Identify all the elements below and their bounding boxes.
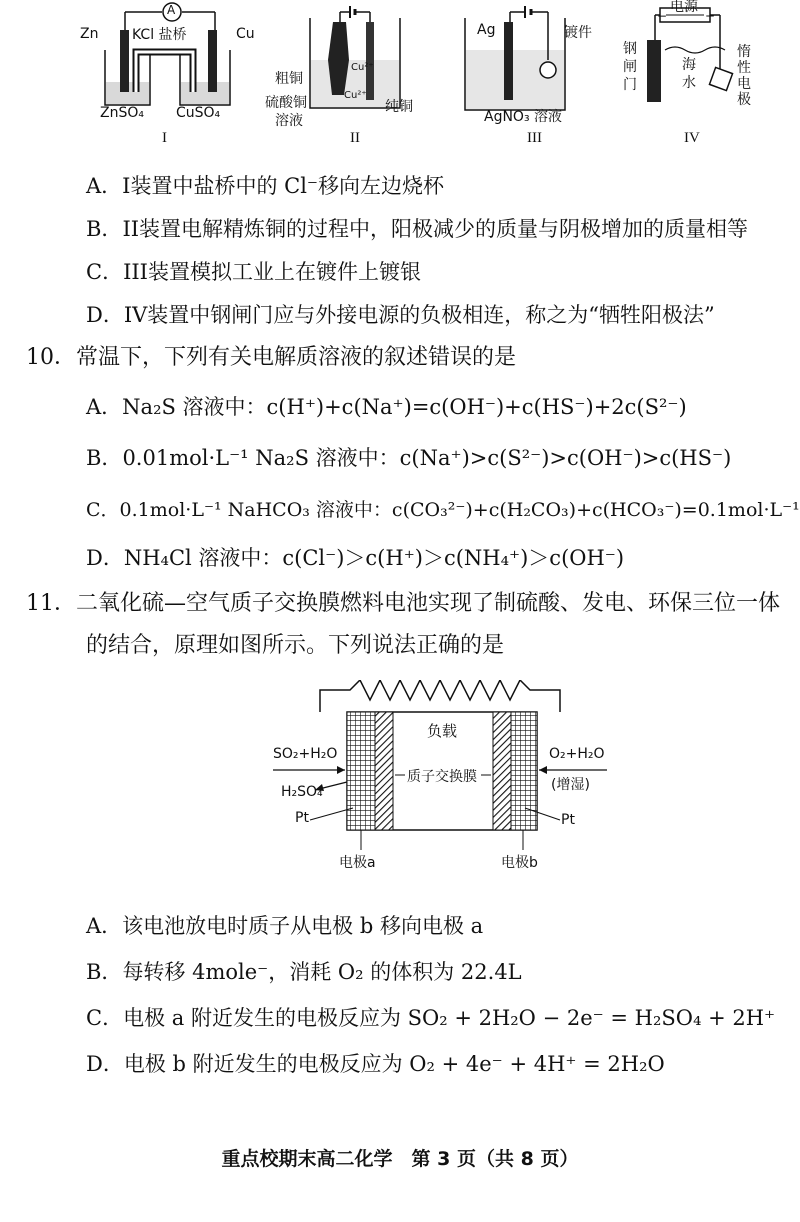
electrode-b-label: 电极b — [501, 855, 538, 871]
option-text: I装置中盐桥中的 Cl⁻移向左边烧杯 — [122, 174, 445, 198]
option-text: 电极 a 附近发生的电极反应为 SO₂ + 2H₂O − 2e⁻ = H₂SO₄ + 2H⁺ — [123, 1006, 776, 1030]
device-ii-number: II — [350, 130, 360, 146]
load-label: 负载 — [427, 722, 458, 740]
minus-terminal: − — [657, 9, 668, 23]
question-text: 常温下，下列有关电解质溶液的叙述错误的是 — [76, 345, 517, 370]
power-source-label: 电源 — [670, 0, 698, 15]
pt-left-label: Pt — [295, 810, 309, 826]
q9-option-a — [86, 172, 444, 200]
option-letter: D． — [86, 1052, 124, 1076]
device-iv-number: IV — [684, 130, 700, 146]
q10-stem — [26, 344, 516, 372]
q11-option-b — [86, 958, 522, 986]
q10-option-d — [86, 544, 624, 572]
apparatus-figure — [70, 0, 770, 160]
electrode-a-label: 电极a — [339, 855, 376, 871]
h2so4-output-label: H₂SO₄ — [281, 784, 323, 800]
cu2-ion-label-1: Cu²⁺ — [351, 62, 374, 73]
option-letter: C． — [86, 1006, 124, 1030]
option-text: IV装置中钢闸门应与外接电源的负极相连，称之为“牺牲阳极法” — [123, 303, 715, 327]
q9-option-b — [86, 215, 748, 243]
humidified-label: (增湿) — [551, 777, 590, 793]
zn-label: Zn — [80, 26, 99, 42]
crude-copper-label: 粗铜 — [275, 71, 303, 87]
q11-option-a — [86, 912, 483, 940]
q9-option-d — [86, 301, 715, 329]
q11-option-c — [86, 1004, 775, 1032]
q11-option-d — [86, 1050, 665, 1078]
cu-label: Cu — [236, 26, 255, 42]
option-text: 电极 b 附近发生的电极反应为 O₂ + 4e⁻ + 4H⁺ = 2H₂O — [123, 1052, 665, 1076]
question-number: 10． — [26, 345, 76, 370]
inert-electrode-label: 惰性电极 — [737, 44, 751, 108]
ag-label: Ag — [477, 22, 496, 38]
cuso4-label: CuSO₄ — [176, 105, 221, 121]
device-i-number: I — [162, 130, 167, 146]
q11-stem-line-1 — [26, 590, 780, 618]
option-text: 0.1mol·L⁻¹ NaHCO₃ 溶液中：c(CO₃²⁻)+c(H₂CO₃)+c(HCO₃⁻)=0.1mol·L⁻¹ — [119, 499, 800, 521]
salt-bridge-label: KCl 盐桥 — [132, 27, 187, 43]
proton-exchange-membrane-label: 质子交换膜 — [407, 769, 477, 785]
option-letter: D． — [86, 303, 124, 327]
option-text: NH₄Cl 溶液中：c(Cl⁻)＞c(H⁺)＞c(NH₄⁺)＞c(OH⁻) — [123, 546, 625, 570]
option-letter: D． — [86, 546, 124, 570]
q9-option-c — [86, 258, 421, 286]
fuel-cell-figure — [255, 680, 625, 880]
cu2-ion-label-2: Cu²⁺ — [344, 90, 367, 101]
copper-sulfate-label: 硫酸铜 — [265, 95, 307, 111]
option-letter: A． — [86, 174, 123, 198]
device-i-drawing — [105, 3, 230, 105]
pt-right-label: Pt — [561, 812, 575, 828]
q10-option-b — [86, 444, 731, 472]
plus-terminal: + — [705, 9, 716, 23]
option-letter: A． — [86, 914, 123, 938]
steel-gate-label: 钢闸门 — [623, 41, 637, 93]
question-number: 11． — [26, 591, 76, 616]
option-text: II装置电解精炼铜的过程中，阳极减少的质量与阴极增加的质量相等 — [122, 217, 749, 241]
device-iii-number: III — [527, 130, 542, 146]
option-letter: C． — [86, 499, 120, 521]
option-letter: A． — [86, 395, 123, 419]
option-letter: B． — [86, 217, 123, 241]
so2-h2o-input-label: SO₂+H₂O — [273, 746, 338, 762]
znso4-label: ZnSO₄ — [100, 105, 144, 121]
question-text: 二氧化硫—空气质子交换膜燃料电池实现了制硫酸、发电、环保三位一体 — [76, 591, 781, 616]
option-text: Na₂S 溶液中：c(H⁺)+c(Na⁺)=c(OH⁻)+c(HS⁻)+2c(S²⁻) — [122, 395, 687, 419]
plated-item-label: 镀件 — [564, 25, 592, 41]
ammeter-symbol: A — [167, 3, 176, 17]
q11-stem-line-2: 的结合，原理如图所示。下列说法正确的是 — [86, 633, 505, 658]
option-text: III装置模拟工业上在镀件上镀银 — [123, 260, 421, 284]
o2-h2o-input-label: O₂+H₂O — [549, 746, 605, 762]
option-text: 0.01mol·L⁻¹ Na₂S 溶液中：c(Na⁺)>c(S²⁻)>c(OH⁻)>c(HS⁻) — [122, 446, 732, 470]
option-text: 每转移 4mole⁻，消耗 O₂ 的体积为 22.4L — [122, 960, 522, 984]
option-letter: B． — [86, 446, 123, 470]
seawater-label: 海水 — [682, 57, 696, 91]
agno3-solution-label: AgNO₃ 溶液 — [484, 109, 563, 125]
q10-option-c — [86, 496, 800, 524]
pure-copper-label: 纯铜 — [385, 99, 413, 115]
option-text: 该电池放电时质子从电极 b 移向电极 a — [122, 914, 484, 938]
option-letter: B． — [86, 960, 123, 984]
page-footer: 重点校期末高二化学 第 3 页（共 8 页） — [221, 1148, 579, 1170]
option-letter: C． — [86, 260, 124, 284]
q10-option-a — [86, 393, 687, 421]
solution-label: 溶液 — [275, 113, 303, 129]
